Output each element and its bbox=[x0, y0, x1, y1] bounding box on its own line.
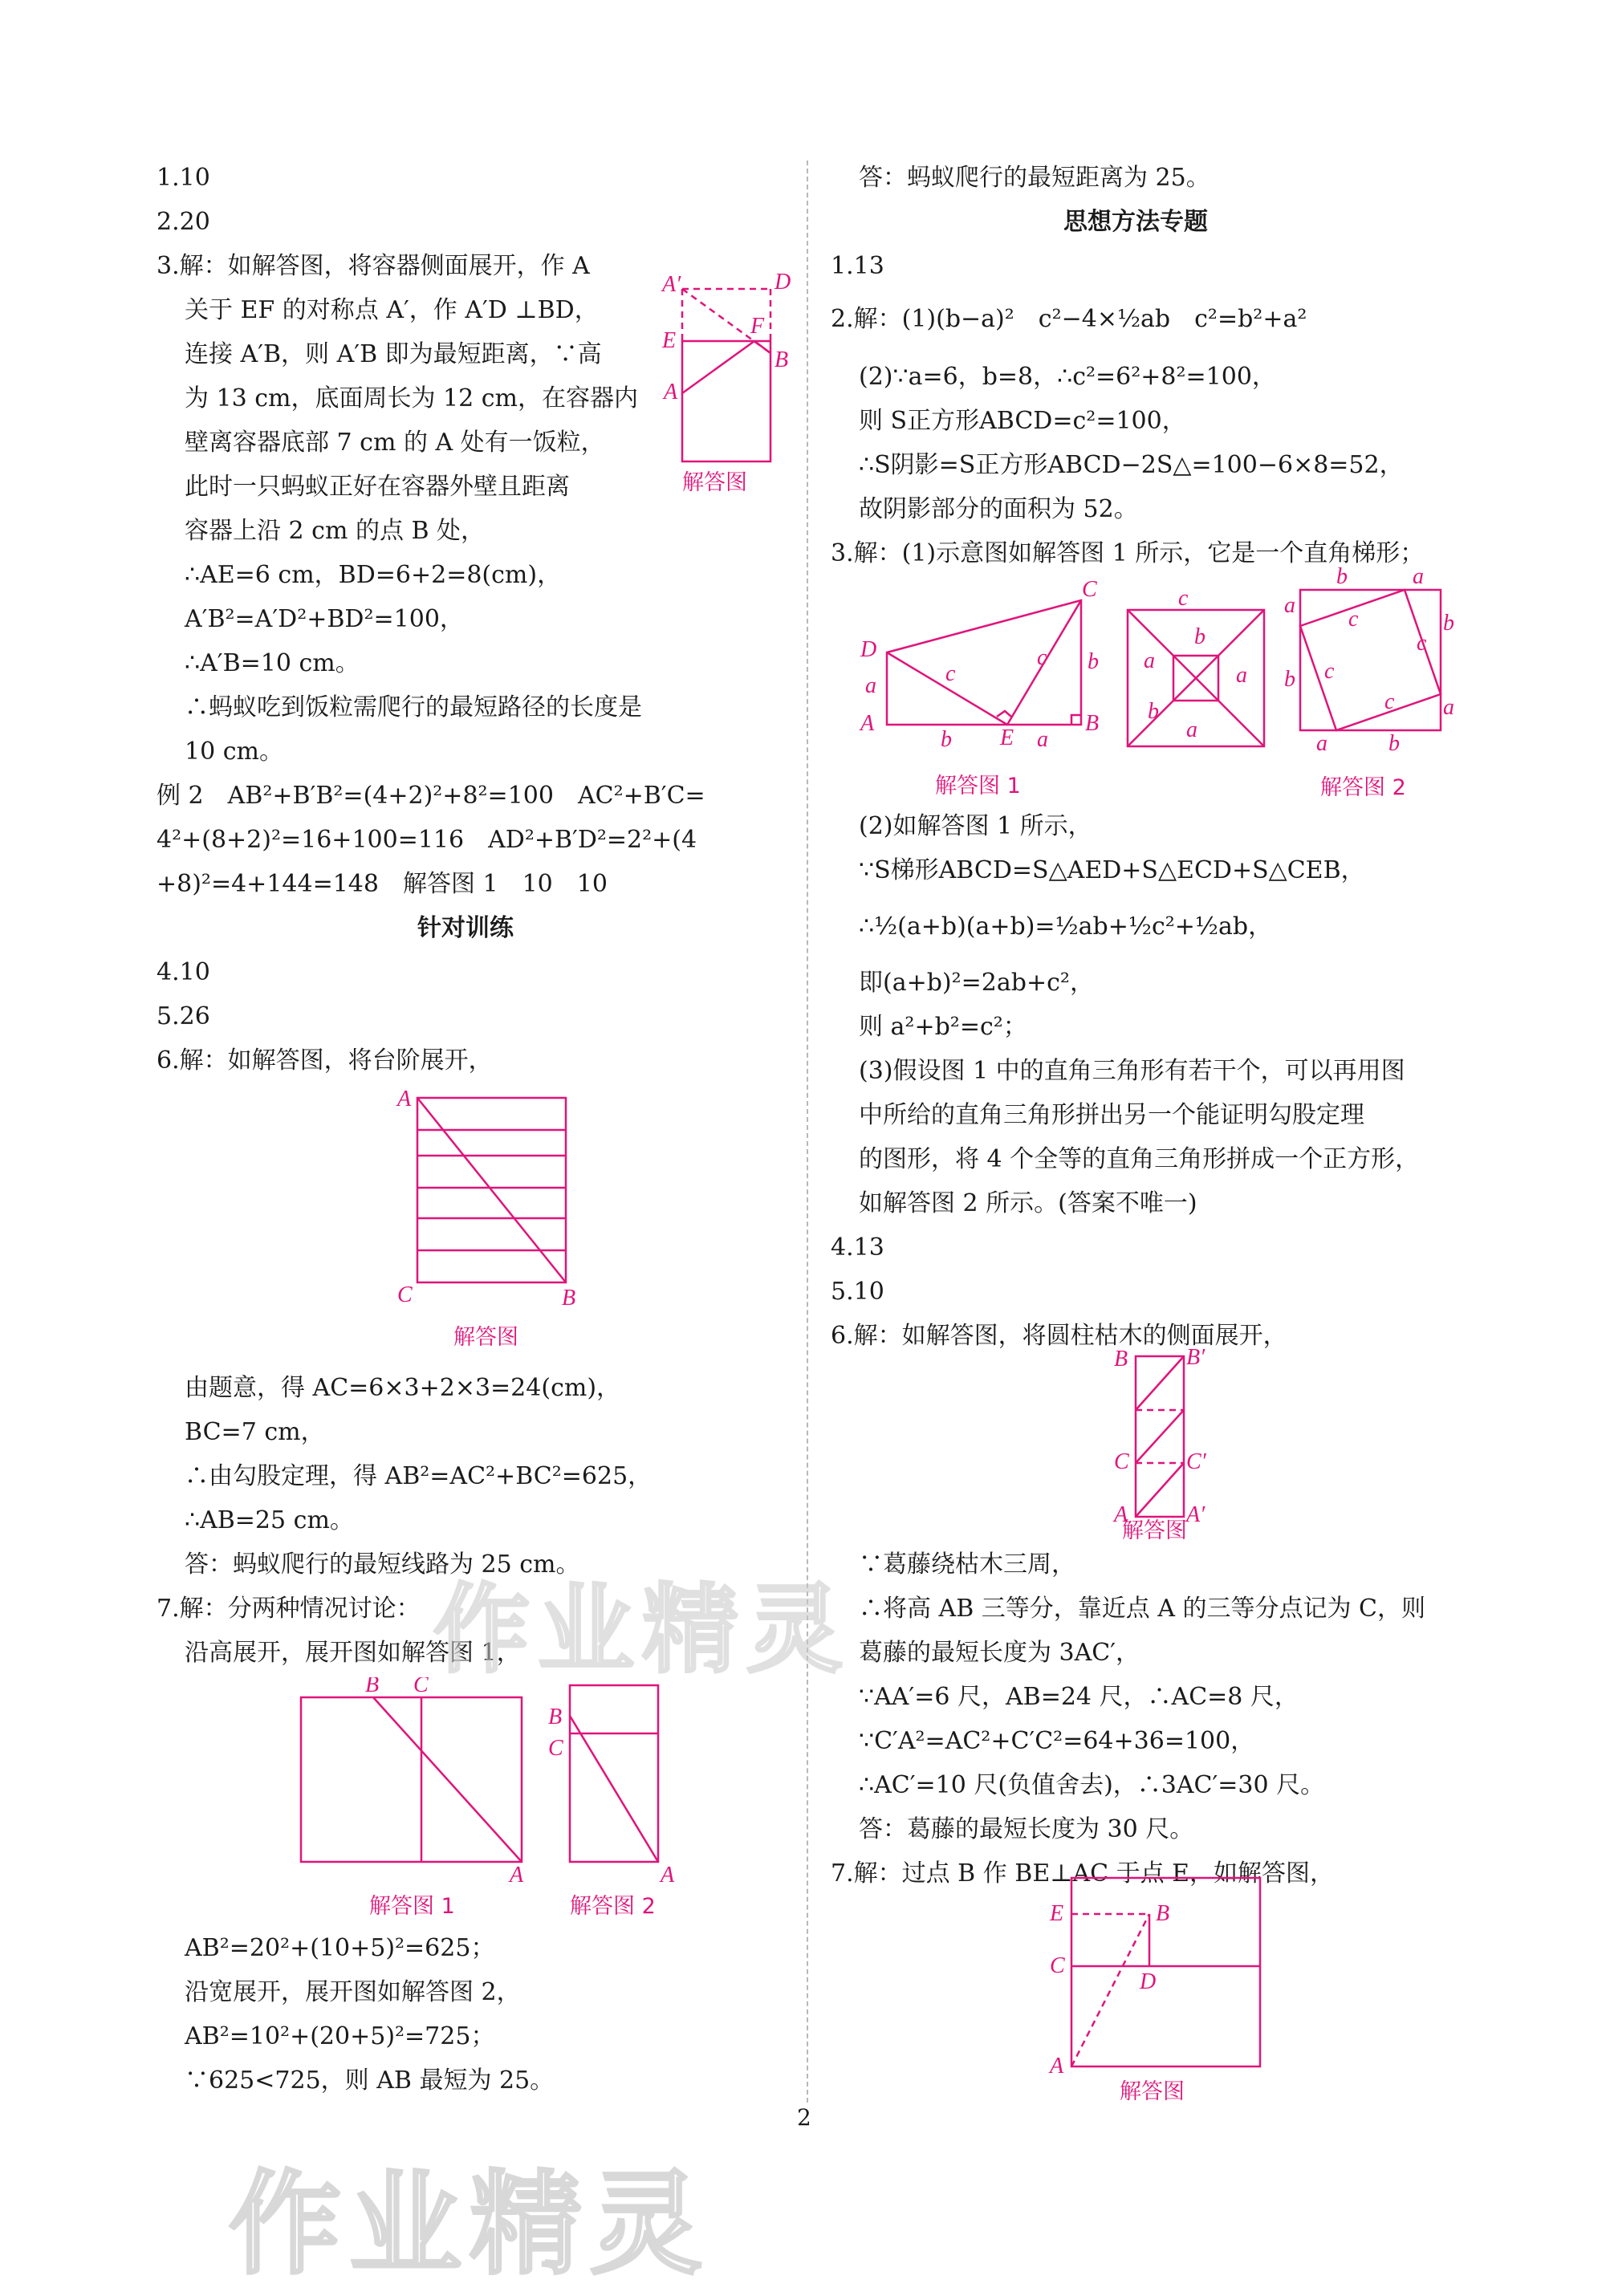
label-C: C bbox=[397, 1282, 413, 1307]
answer-2: 2.20 bbox=[157, 208, 210, 236]
solution-7-line-3: AB²=20²+(10+5)²=625； bbox=[185, 1934, 495, 1962]
watermark-bottom: 作业精灵 bbox=[229, 2160, 711, 2290]
solution-m3-line-1: 3.解：(1)示意图如解答图 1 所示，它是一个直角梯形； bbox=[831, 539, 1425, 567]
figure-caption-2: 解答图 2 bbox=[1320, 775, 1406, 800]
solution-m2-line-4: ∴S阴影=S正方形ABCD−2S△=100−6×8=52， bbox=[859, 451, 1404, 479]
column-divider bbox=[807, 161, 808, 2103]
label-A: A bbox=[397, 1087, 412, 1111]
solution-3-line-6: 此时一只蚂蚁正好在容器外壁且距离 bbox=[185, 473, 570, 501]
label-A: A bbox=[661, 1863, 675, 1888]
solution-3-line-4: 为 13 cm，底面周长为 12 cm，在容器内 bbox=[185, 384, 638, 412]
figure-caption-1: 解答图 1 bbox=[935, 774, 1021, 799]
solution-m6-line-7: ∴AC′=10 尺(负值舍去)，∴3AC′=30 尺。 bbox=[859, 1771, 1325, 1799]
label-a: a bbox=[1443, 695, 1454, 720]
label-B: B bbox=[775, 347, 789, 372]
label-c: c bbox=[1178, 594, 1189, 611]
solution-6-line-6: 答：蚂蚁爬行的最短线路为 25 cm。 bbox=[185, 1550, 580, 1579]
label-A: A bbox=[860, 711, 875, 736]
solution-m2-line-5: 故阴影部分的面积为 52。 bbox=[859, 495, 1138, 523]
label-B: B bbox=[1156, 1901, 1170, 1926]
solution-m3-line-4: ∴½(a+b)(a+b)=½ab+½c²+½ab， bbox=[859, 912, 1273, 941]
figure-unfold-1 bbox=[285, 1677, 542, 1926]
label-C: C bbox=[1082, 577, 1097, 602]
label-a: a bbox=[865, 673, 876, 698]
figure-caption: 解答图 bbox=[1120, 2079, 1185, 2104]
figure-unfold-2 bbox=[542, 1677, 686, 1926]
label-C: C bbox=[1050, 1953, 1065, 1978]
label-a: a bbox=[1284, 593, 1295, 618]
label-b: b bbox=[1284, 667, 1295, 692]
answer-4: 4.10 bbox=[157, 958, 210, 986]
label-a: a bbox=[1037, 727, 1048, 752]
solution-m6-line-2: ∵葛藤绕枯木三周， bbox=[859, 1550, 1075, 1579]
label-B-prime: B′ bbox=[1186, 1345, 1205, 1370]
label-E: E bbox=[1000, 725, 1014, 750]
solution-7-line-2: 沿高展开，展开图如解答图 1， bbox=[185, 1639, 521, 1667]
example-2-line-2: 4²+(8+2)²=16+100=116 AD²+B′D²=2²+(4 bbox=[157, 826, 697, 854]
label-A: A bbox=[510, 1863, 524, 1888]
solution-m3-line-6: 则 a²+b²=c²； bbox=[859, 1013, 1027, 1041]
label-c: c bbox=[1324, 659, 1335, 684]
label-B: B bbox=[1085, 711, 1100, 736]
label-a: a bbox=[1186, 717, 1197, 742]
watermark-middle: 作业精灵 bbox=[433, 1575, 851, 1686]
label-c: c bbox=[1384, 689, 1395, 714]
label-b: b bbox=[1148, 699, 1159, 724]
label-b: b bbox=[1388, 731, 1400, 756]
solution-6-line-2: 由题意，得 AC=6×3+2×3=24(cm)， bbox=[185, 1374, 621, 1402]
answer-m1: 1.13 bbox=[831, 252, 884, 280]
answer-m4: 4.13 bbox=[831, 1233, 884, 1262]
label-c: c bbox=[1417, 631, 1427, 656]
solution-3-line-3: 连接 A′B，则 A′B 即为最短距离，∵高 bbox=[185, 340, 602, 368]
figure-caption: 解答图 bbox=[1122, 1518, 1187, 1541]
solution-m3-line-9: 的图形，将 4 个全等的直角三角形拼成一个正方形， bbox=[859, 1145, 1420, 1173]
solution-m2-line-3: 则 S正方形ABCD=c²=100， bbox=[859, 407, 1186, 435]
solution-m6-line-3: ∴将高 AB 三等分，靠近点 A 的三等分点记为 C，则 bbox=[859, 1595, 1426, 1623]
label-E: E bbox=[1050, 1901, 1064, 1926]
label-b: b bbox=[1336, 566, 1348, 589]
solution-m7-line-1: 7.解：过点 B 作 BE⊥AC 于点 E，如解答图， bbox=[831, 1859, 1335, 1888]
label-D: D bbox=[775, 270, 791, 295]
solution-m2-line-1: 2.解：(1)(b−a)² c²−4×½ab c²=b²+a² bbox=[831, 305, 1307, 333]
solution-3-line-8: ∴AE=6 cm，BD=6+2=8(cm)， bbox=[185, 561, 562, 589]
label-b: b bbox=[1088, 649, 1099, 674]
solution-m6-line-5: ∵AA′=6 尺，AB=24 尺，∴AC=8 尺， bbox=[859, 1683, 1299, 1711]
example-2-line-3: +8)²=4+144=148 解答图 1 10 10 bbox=[157, 870, 608, 898]
label-a: a bbox=[1413, 566, 1424, 589]
figure-stairs-unfold bbox=[385, 1083, 594, 1364]
solution-6-line-5: ∴AB=25 cm。 bbox=[185, 1506, 354, 1534]
solution-6-line-4: ∴由勾股定理，得 AB²=AC²+BC²=625， bbox=[185, 1462, 653, 1490]
label-b: b bbox=[941, 727, 952, 752]
label-a: a bbox=[1316, 731, 1327, 756]
label-a: a bbox=[1236, 663, 1247, 688]
answer-m5: 5.10 bbox=[831, 1278, 884, 1306]
solution-m6-line-6: ∵C′A²=AC²+C′C²=64+36=100， bbox=[859, 1727, 1255, 1755]
solution-m3-line-5: 即(a+b)²=2ab+c²， bbox=[859, 969, 1094, 997]
answer-1: 1.10 bbox=[157, 164, 210, 192]
solution-3-line-1: 3.解：如解答图，将容器侧面展开，作 A bbox=[157, 252, 590, 280]
figure-caption-1: 解答图 1 bbox=[369, 1894, 455, 1919]
solution-7-line-1: 7.解：分两种情况讨论： bbox=[157, 1595, 421, 1623]
label-D: D bbox=[860, 637, 877, 662]
label-A: A bbox=[664, 380, 678, 404]
figure-caption-2: 解答图 2 bbox=[570, 1894, 656, 1919]
figure-container-unfold bbox=[654, 269, 807, 502]
solution-7-answer: 答：蚂蚁爬行的最短距离为 25。 bbox=[859, 164, 1210, 192]
label-B: B bbox=[1114, 1347, 1128, 1372]
label-c: c bbox=[1348, 607, 1359, 632]
solution-m3-line-10: 如解答图 2 所示。(答案不唯一) bbox=[859, 1189, 1197, 1217]
solution-3-line-7: 容器上沿 2 cm 的点 B 处， bbox=[185, 517, 486, 545]
solution-m3-line-3: ∵S梯形ABCD=S△AED+S△ECD+S△CEB， bbox=[859, 856, 1365, 884]
label-B: B bbox=[548, 1705, 563, 1729]
solution-m6-line-4: 葛藤的最短长度为 3AC′， bbox=[859, 1639, 1140, 1667]
solution-3-line-10: ∴A′B=10 cm。 bbox=[185, 649, 360, 677]
solution-m3-line-2: (2)如解答图 1 所示， bbox=[859, 812, 1092, 840]
solution-m3-line-7: (3)假设图 1 中的直角三角形有若干个，可以再用图 bbox=[859, 1057, 1405, 1085]
label-a: a bbox=[1144, 648, 1155, 673]
label-C: C bbox=[1114, 1449, 1129, 1474]
label-C-prime: C′ bbox=[1186, 1449, 1206, 1474]
solution-m2-line-2: (2)∵a=6，b=8，∴c²=6²+8²=100， bbox=[859, 363, 1276, 391]
label-A: A bbox=[1050, 2054, 1064, 2079]
label-A: A bbox=[1114, 1502, 1128, 1527]
label-C: C bbox=[548, 1736, 563, 1761]
label-F: F bbox=[750, 314, 765, 339]
label-b: b bbox=[1194, 624, 1205, 649]
label-C: C bbox=[413, 1677, 429, 1697]
page-number: 2 bbox=[797, 2104, 811, 2131]
figure-caption: 解答图 bbox=[453, 1325, 518, 1350]
section-heading-practice: 针对训练 bbox=[417, 914, 514, 942]
solution-m6-line-8: 答：葛藤的最短长度为 30 尺。 bbox=[859, 1815, 1194, 1843]
figure-cylinder-unfold bbox=[1100, 1340, 1228, 1541]
label-A-prime: A′ bbox=[662, 272, 681, 297]
solution-m6-line-1: 6.解：如解答图，将圆柱枯木的侧面展开， bbox=[831, 1322, 1287, 1350]
solution-m3-line-8: 中所给的直角三角形拼出另一个能证明勾股定理 bbox=[859, 1101, 1364, 1129]
label-E: E bbox=[662, 328, 677, 353]
solution-3-line-2: 关于 EF 的对称点 A′，作 A′D ⊥BD， bbox=[185, 296, 599, 324]
solution-6-line-3: BC=7 cm， bbox=[185, 1418, 325, 1446]
figure-perpendicular bbox=[1043, 1866, 1276, 2107]
label-B: B bbox=[365, 1677, 380, 1697]
solution-3-line-5: 壁离容器底部 7 cm 的 A 处有一饭粒， bbox=[185, 429, 605, 457]
solution-7-line-5: AB²=10²+(20+5)²=725； bbox=[185, 2022, 495, 2050]
label-A-prime: A′ bbox=[1186, 1502, 1205, 1527]
solution-7-line-4: 沿宽展开，展开图如解答图 2， bbox=[185, 1978, 521, 2006]
solution-3-line-11: ∴蚂蚁吃到饭粒需爬行的最短路径的长度是 bbox=[185, 693, 642, 721]
section-heading-methods: 思想方法专题 bbox=[1063, 208, 1208, 236]
figure-caption: 解答图 bbox=[682, 470, 747, 495]
figure-trapezoid bbox=[851, 576, 1116, 809]
solution-6-line-1: 6.解：如解答图，将台阶展开， bbox=[157, 1046, 493, 1075]
solution-7-line-6: ∵625<725，则 AB 最短为 25。 bbox=[185, 2066, 555, 2095]
label-D: D bbox=[1140, 1969, 1157, 1994]
figure-square-pinwheel bbox=[1124, 594, 1272, 811]
label-c: c bbox=[945, 661, 956, 686]
label-c: c bbox=[1037, 645, 1047, 670]
answer-5: 5.26 bbox=[157, 1002, 210, 1030]
figure-four-triangles bbox=[1284, 566, 1477, 811]
solution-3-line-12: 10 cm。 bbox=[185, 738, 283, 766]
example-2-line-1: 例 2 AB²+B′B²=(4+2)²+8²=100 AC²+B′C= bbox=[157, 782, 705, 810]
label-B: B bbox=[562, 1286, 576, 1311]
label-b: b bbox=[1443, 611, 1454, 636]
solution-3-line-9: A′B²=A′D²+BD²=100， bbox=[185, 605, 464, 633]
